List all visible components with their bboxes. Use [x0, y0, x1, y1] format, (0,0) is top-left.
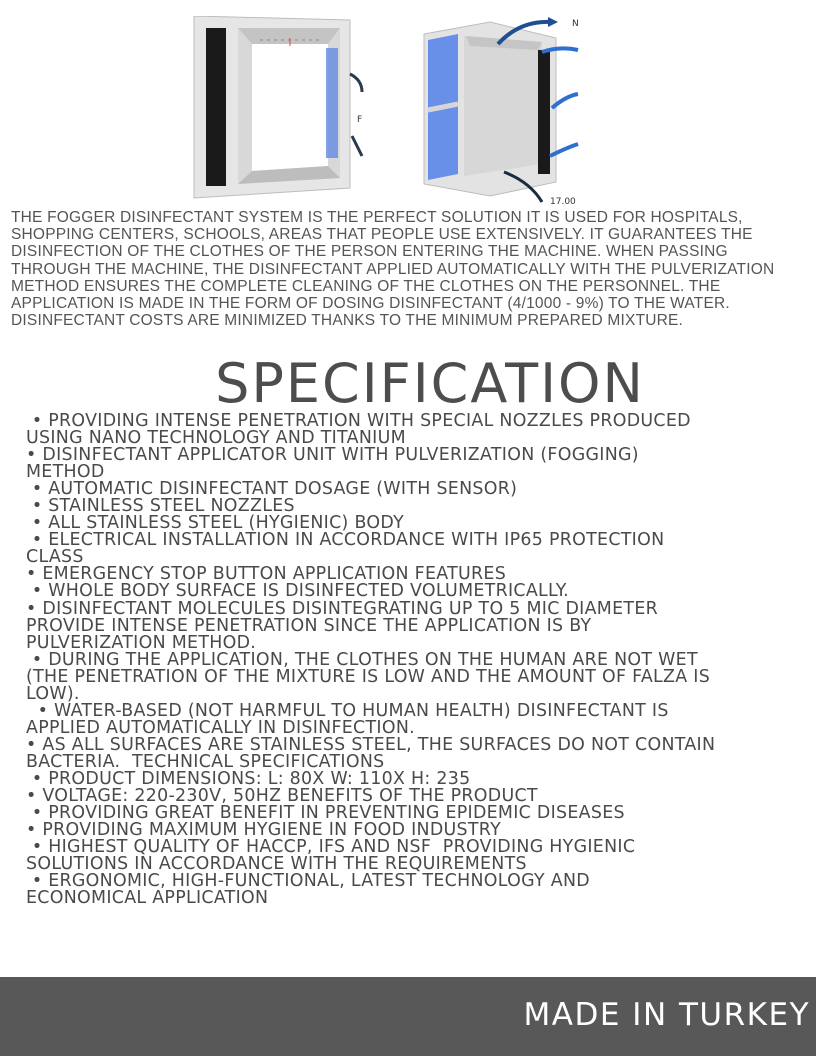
spec-line: • STAINLESS STEEL NOZZLES — [26, 496, 295, 517]
spec-line: USING NANO TECHNOLOGY AND TITANIUM — [26, 428, 406, 449]
specification-list — [26, 413, 796, 907]
spec-line: • AS ALL SURFACES ARE STAINLESS STEEL, THE SURFACES DO NOT CONTAIN — [26, 734, 716, 755]
spec-line: ECONOMICAL APPLICATION — [26, 888, 269, 909]
spec-line: • DURING THE APPLICATION, THE CLOTHES ON THE HUMAN ARE NOT WET — [26, 649, 698, 670]
intro-paragraph: THE FOGGER DISINFECTANT SYSTEM IS THE PERFECT SOLUTION IT IS USED FOR HOSPITALS, SHOPPING CENTERS, SCHOOLS, AREAS THAT PEOPLE USE EXTENSIVELY. IT GUARANTEES THE DISINFECTION OF THE CLOTHES OF THE PERSON ENTERING THE MACHINE. WHEN PASSING THROUGH THE MACHINE, THE DISINFECTANT APPLIED AUTOMATICALLY WITH THE PULVERIZATION METHOD ENSURES THE COMPLETE CLEANING OF THE CLOTHES ON THE PERSONNEL. THE APPLICATION IS MADE IN THE FORM OF DOSING DISINFECTANT (4/1000 - 9%) TO THE WATER. DISINFECTANT COSTS ARE MINIMIZED THANKS TO THE MINIMUM PREPARED MIXTURE. — [11, 209, 775, 330]
spec-line: • PRODUCT DIMENSIONS: L: 80X W: 110X H: 235 — [26, 768, 471, 789]
spec-line: • WATER-BASED (NOT HARMFUL TO HUMAN HEALTH) DISINFECTANT IS — [26, 700, 669, 721]
spec-line: • VOLTAGE: 220-230V, 50HZ BENEFITS OF THE PRODUCT — [26, 786, 538, 807]
spec-line: CLASS — [26, 547, 84, 568]
booth-front-view-image — [190, 16, 365, 201]
spec-line: BACTERIA. TECHNICAL SPECIFICATIONS — [26, 751, 385, 772]
spec-line: PULVERIZATION METHOD. — [26, 632, 257, 653]
spec-line: • HIGHEST QUALITY OF HACCP, IFS AND NSF PROVIDING HYGIENIC — [26, 837, 636, 858]
spec-line: • WHOLE BODY SURFACE IS DISINFECTED VOLUMETRICALLY. — [26, 581, 569, 602]
spec-line: • PROVIDING MAXIMUM HYGIENE IN FOOD INDUSTRY — [26, 820, 502, 841]
spec-line: • AUTOMATIC DISINFECTANT DOSAGE (WITH SENSOR) — [26, 479, 518, 500]
right-figure-label-top: N — [572, 19, 579, 29]
spec-line: • PROVIDING GREAT BENEFIT IN PREVENTING EPIDEMIC DISEASES — [26, 803, 625, 824]
spec-line: • DISINFECTANT APPLICATOR UNIT WITH PULVERIZATION (FOGGING) — [26, 445, 639, 466]
booth-side-view-image — [420, 16, 582, 206]
right-figure-label-bottom: 17.00 — [550, 197, 576, 206]
spec-line: • ALL STAINLESS STEEL (HYGIENIC) BODY — [26, 513, 405, 534]
spec-line: LOW). — [26, 683, 80, 704]
spec-line: • DISINFECTANT MOLECULES DISINTEGRATING UP TO 5 MIC DIAMETER — [26, 598, 658, 619]
left-figure-label: F — [357, 115, 363, 125]
spec-line: • EMERGENCY STOP BUTTON APPLICATION FEATURES — [26, 564, 507, 585]
spec-line: APPLIED AUTOMATICALLY IN DISINFECTION. — [26, 717, 415, 738]
spec-line: SOLUTIONS IN ACCORDANCE WITH THE REQUIREMENTS — [26, 854, 527, 875]
spec-line: • ELECTRICAL INSTALLATION IN ACCORDANCE WITH IP65 PROTECTION — [26, 530, 665, 551]
spec-line: • ERGONOMIC, HIGH-FUNCTIONAL, LATEST TECHNOLOGY AND — [26, 871, 590, 892]
spec-line: (THE PENETRATION OF THE MIXTURE IS LOW AND THE AMOUNT OF FALZA IS — [26, 666, 711, 687]
footer-bar — [0, 977, 816, 1056]
spec-line: • PROVIDING INTENSE PENETRATION WITH SPECIAL NOZZLES PRODUCED — [26, 411, 691, 431]
specification-heading: SPECIFICATION — [215, 352, 645, 415]
made-in-turkey-label: MADE IN TURKEY — [523, 997, 810, 1033]
spec-line: METHOD — [26, 462, 105, 483]
spec-line: PROVIDE INTENSE PENETRATION SINCE THE APPLICATION IS BY — [26, 615, 592, 636]
product-images — [0, 8, 816, 206]
